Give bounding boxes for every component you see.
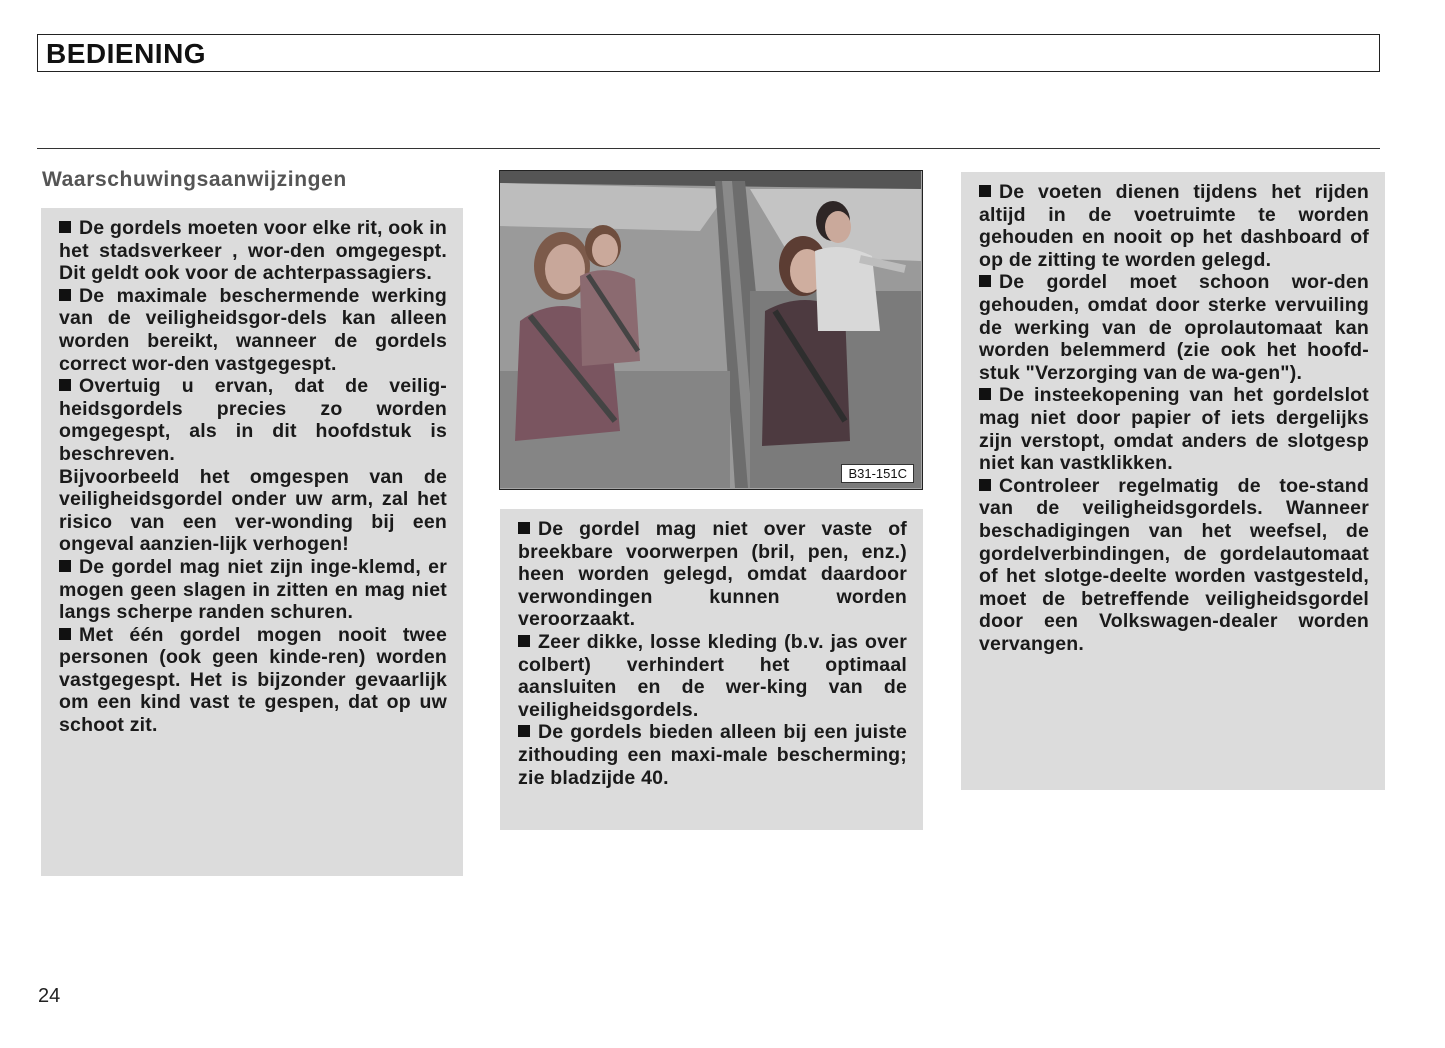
square-bullet-icon <box>518 725 530 737</box>
warning-box-right <box>961 172 1385 790</box>
warning-paragraph: Overtuig u ervan, dat de veilig-heidsgordels precies zo worden omgegespt, als in dit hoofdstuk is beschreven. <box>59 375 447 465</box>
square-bullet-icon <box>59 289 71 301</box>
section-divider <box>37 148 1380 149</box>
chapter-title: BEDIENING <box>46 38 207 69</box>
figure-code: B31-151C <box>841 464 914 483</box>
square-bullet-icon <box>59 560 71 572</box>
chapter-header <box>37 34 1380 72</box>
square-bullet-icon <box>59 628 71 640</box>
warning-paragraph: De gordel mag niet zijn inge-klemd, er mogen geen slagen in zitten en mag niet langs scherpe randen schuren. <box>59 555 447 624</box>
warning-paragraph: De gordel mag niet over vaste of breekbare voorwerpen (bril, pen, enz.) heen worden gelegd, omdat daardoor verwondingen kunnen worden veroorzaakt. <box>518 518 907 631</box>
warning-paragraph: De insteekopening van het gordelslot mag niet door papier of iets dergelijks zijn verstopt, omdat anders de slotgesp niet kan vastklikken. <box>979 384 1369 475</box>
car-interior-drawing <box>500 171 921 488</box>
warning-box-left <box>41 208 463 876</box>
page-number: 24 <box>38 985 61 1007</box>
square-bullet-icon <box>518 522 530 534</box>
warning-paragraph: Zeer dikke, losse kleding (b.v. jas over colbert) verhindert het optimaal aansluiten en de wer-king van de veiligheidsgordels. <box>518 630 907 721</box>
square-bullet-icon <box>979 185 991 197</box>
seatbelt-illustration <box>499 170 923 490</box>
warning-paragraph: De maximale beschermende werking van de veiligheidsgor-dels kan alleen worden bereikt, wanneer de gordels correct wor-den vastgegespt. <box>59 284 447 375</box>
warning-paragraph: De gordels bieden alleen bij een juiste zithouding een maxi-male bescherming; zie bladzijde 40. <box>518 721 907 789</box>
square-bullet-icon <box>979 479 991 491</box>
warning-paragraph: De gordel moet schoon wor-den gehouden, omdat door sterke vervuiling de werking van de oprolautomaat kan worden belemmerd (zie ook het hoofd-stuk "Verzorging van de wa-gen"). <box>979 271 1369 384</box>
warning-paragraph: De voeten dienen tijdens het rijden altijd in de voetruimte te worden gehouden en nooit op het dashboard of op de zitting te worden gelegd. <box>979 181 1369 271</box>
square-bullet-icon <box>518 635 530 647</box>
warning-paragraph: De gordels moeten voor elke rit, ook in het stadsverkeer , wor-den omgegespt. Dit geldt ook voor de achterpassagiers. <box>59 217 447 285</box>
warning-paragraph: Controleer regelmatig de toe-stand van de veiligheidsgordels. Wanneer beschadigingen van het weefsel, de gordelverbindingen, de gordelautomaat of het slotge-deelte worden vastgesteld, moet de betreffende veiligheidsgordel door een Volkswagen-dealer worden vervangen. <box>979 474 1369 655</box>
square-bullet-icon <box>59 379 71 391</box>
warning-paragraph-continued: Bijvoorbeeld het omgespen van de veiligheidsgordel onder uw arm, zal het risico van een ver-wonding bij een ongeval aanzien-lijk verhogen! <box>59 465 447 556</box>
square-bullet-icon <box>979 275 991 287</box>
warning-paragraph: Met één gordel mogen nooit twee personen (ook geen kinde-ren) worden vastgegespt. Het is bijzonder gevaarlijk om een kind vast te gespen, dat op uw schoot zit. <box>59 623 447 737</box>
section-heading: Waarschuwingsaanwijzingen <box>42 168 347 191</box>
square-bullet-icon <box>59 221 71 233</box>
square-bullet-icon <box>979 388 991 400</box>
warning-box-middle <box>500 509 923 830</box>
